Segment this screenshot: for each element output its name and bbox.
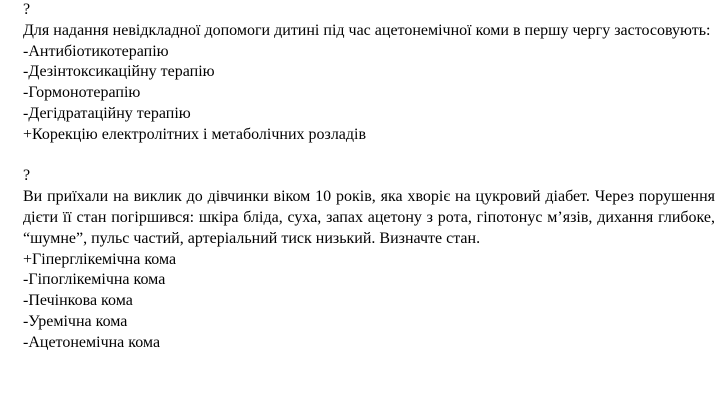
document-page xyxy=(23,0,715,354)
answer-option: -Ацетонемічна кома xyxy=(23,333,161,351)
answer-option: -Дезінтоксикаційну терапію xyxy=(23,63,215,81)
answer-option: -Гіпоглікемічна кома xyxy=(23,271,166,289)
question-text: Ви приїхали на виклик до дівчинки віком 10 років, яка хворіє на цукровий діабет. Через порушення дієти її стан погіршився: шкіра бліда, суха, запах ацетону з рота, гіпотонус м’язів, дихання глибоке, “шумне”, пульс частий, артеріальний тиск низький. Визначте стан. xyxy=(23,188,715,247)
answer-option: -Дегідратаційну терапію xyxy=(23,104,191,122)
question-block-2 xyxy=(23,166,715,353)
question-marker: ? xyxy=(23,1,31,18)
question-block-1 xyxy=(23,0,715,146)
answer-option: -Печінкова кома xyxy=(23,292,133,310)
answer-option: -Уремічна кома xyxy=(23,312,128,330)
question-text: Для надання невідкладної допомоги дитині під час ацетонемічної коми в першу чергу застосовують: xyxy=(23,21,711,39)
answer-option: -Гормонотерапію xyxy=(23,84,141,102)
blank-line xyxy=(23,146,715,167)
question-marker: ? xyxy=(23,167,31,185)
correct-answer-option: +Гіперглікемічна кома xyxy=(23,250,177,268)
correct-answer-option: +Корекцію електролітних і метаболічних розладів xyxy=(23,125,367,143)
answer-option: -Антибіотикотерапію xyxy=(23,42,169,60)
